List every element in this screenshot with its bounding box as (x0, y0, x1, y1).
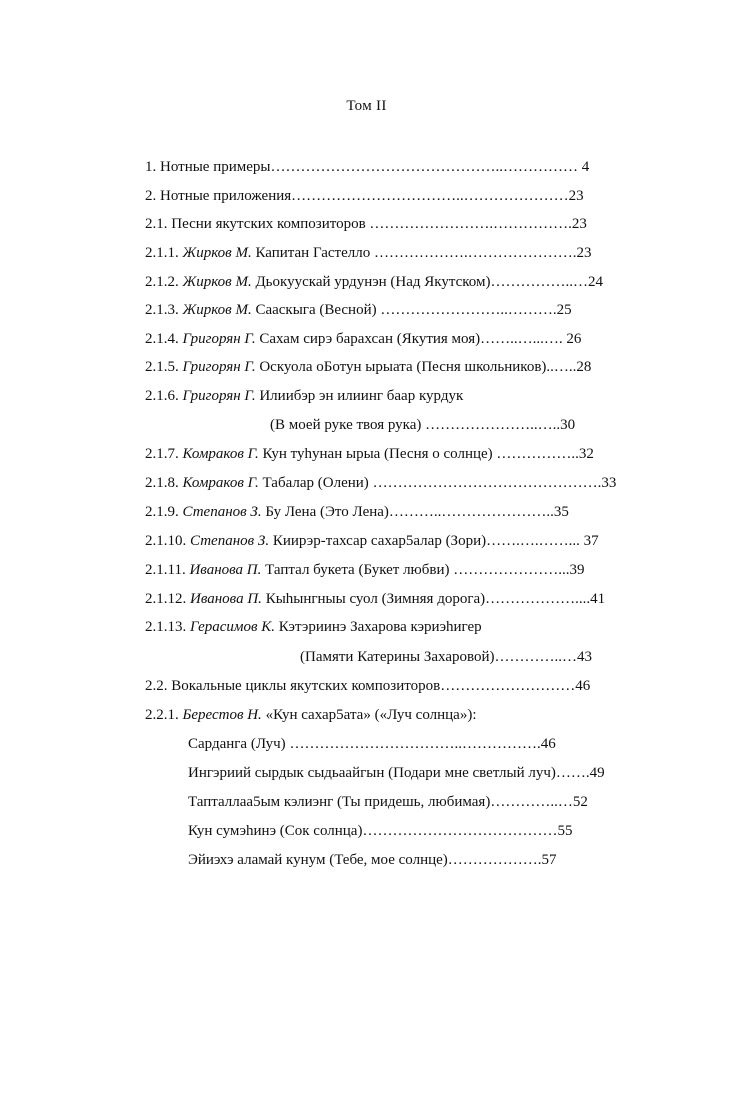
toc-entry (188, 764, 605, 782)
toc-entry-title: «Кун сахар5ата» («Луч солнца»): (265, 707, 477, 723)
toc-entry (145, 445, 594, 463)
toc-entry-title: Ингэриий сырдык сыдьаайгын (Подари мне светлый луч) (188, 765, 556, 781)
toc-entry-author: Иванова П. (190, 591, 266, 607)
toc-entry-leader: ………………………………… (362, 823, 558, 839)
toc-entry-leader: ……………..… (490, 274, 589, 290)
toc-entry-page: 41 (590, 591, 606, 607)
toc-entry (145, 187, 584, 205)
toc-entry-leader: ……………….... (485, 591, 591, 607)
toc-entry-page: 23 (576, 245, 592, 261)
toc-entry (145, 677, 590, 695)
toc-entry-number: 1. (145, 159, 160, 175)
toc-entry-title: Кэтэриинэ Захарова кэриэhигер (278, 619, 482, 635)
toc-entry-leader: ……………………………..…………… (285, 736, 537, 752)
toc-entry (145, 590, 605, 608)
toc-entry (270, 416, 575, 434)
toc-entry-title: Кун сумэhинэ (Сок солнца) (188, 823, 363, 839)
toc-entry-title: Нотные примеры (160, 159, 271, 175)
toc-entry (145, 387, 463, 405)
toc-entry-title: Таптал букета (Букет любви) (265, 562, 450, 578)
toc-entry-page: 52 (572, 794, 588, 810)
toc-entry-leader: ………………. (447, 852, 542, 868)
toc-entry (145, 244, 592, 262)
toc-entry-leader: ……………………..………. (376, 302, 557, 318)
toc-entry-page: 46 (575, 678, 591, 694)
toc-entry-author: Комраков Г. (182, 446, 263, 462)
toc-entry-number: 2.1.10. (145, 533, 190, 549)
toc-entry-number: 2.1. (145, 216, 172, 232)
toc-entry-author: Иванова П. (189, 562, 266, 578)
toc-entry-author: Жирков М. (182, 302, 256, 318)
toc-entry (188, 822, 572, 840)
toc-entry-title: Эйиэхэ аламай кунум (Тебе, мое солнце) (188, 852, 448, 868)
toc-entry-number: 2.1.6. (145, 388, 183, 404)
toc-entry-page: 28 (576, 359, 592, 375)
toc-entry-title: Вокальные циклы якутских композиторов (171, 678, 441, 694)
toc-entry-number: 2.1.5. (145, 359, 183, 375)
toc-entry (188, 793, 588, 811)
toc-entry-author: Степанов З. (182, 504, 266, 520)
toc-entry-author: Жирков М. (182, 274, 256, 290)
toc-entry-page: .46 (536, 736, 556, 752)
toc-entry-number: 2.1.9. (145, 504, 183, 520)
toc-entry (145, 215, 587, 233)
toc-entry-number: 2.1.11. (145, 562, 190, 578)
toc-entry-author: Григорян Г. (182, 331, 260, 347)
toc-entry-page: 23 (568, 188, 584, 204)
toc-entry-number: 2.2. (145, 678, 172, 694)
toc-entry (300, 648, 592, 666)
toc-entry (145, 706, 477, 724)
volume-title: Том II (346, 98, 387, 114)
toc-entry-title: Сарданга (Луч) (188, 736, 286, 752)
toc-entry-leader: ………………………………………..…………… (270, 159, 582, 175)
toc-entry-leader: …………………... (449, 562, 570, 578)
toc-entry-number: 2.1.7. (145, 446, 183, 462)
toc-entry-author: Степанов З. (190, 533, 273, 549)
toc-entry-author: Григорян Г. (182, 359, 260, 375)
toc-entry-title: Табалар (Олени) (262, 475, 369, 491)
toc-entry (145, 618, 482, 636)
toc-entry-title: Оскуола оБотун ырыата (Песня школьников) (259, 359, 547, 375)
toc-entry-leader: …………..… (490, 794, 573, 810)
toc-entry-leader: …………………….……………. (365, 216, 572, 232)
toc-entry-number: 2.1.13. (145, 619, 190, 635)
toc-entry-leader: …………………..….. (421, 417, 561, 433)
toc-entry-page: 30 (560, 417, 576, 433)
toc-entry-author: Григорян Г. (182, 388, 260, 404)
toc-entry-title: Дьокуускай урдунэн (Над Якутском) (255, 274, 491, 290)
toc-entry (145, 474, 616, 492)
toc-entry-page: 49 (589, 765, 605, 781)
toc-entry-leader: …………….. (492, 446, 579, 462)
toc-entry (145, 358, 591, 376)
toc-entry-page: 24 (588, 274, 604, 290)
toc-entry (145, 503, 569, 521)
toc-entry-leader: ……………………… (440, 678, 576, 694)
toc-entry-number: 2.1.1. (145, 245, 183, 261)
toc-entry-leader: ………..………………….. (388, 504, 554, 520)
toc-entry-title: Тапталлаа5ым кэлиэнг (Ты придешь, любимая) (188, 794, 491, 810)
toc-entry (145, 532, 599, 550)
toc-entry-leader: ……. (555, 765, 590, 781)
toc-entry-number: 2.1.12. (145, 591, 190, 607)
toc-entry-page: 57 (541, 852, 557, 868)
toc-entry-title: Сааскыга (Весной) (255, 302, 377, 318)
toc-entry (188, 851, 557, 869)
toc-entry-author: Комраков Г. (182, 475, 263, 491)
toc-entry-leader: ………………………………………. (368, 475, 602, 491)
toc-entry-title: Кыhынгныы суол (Зимняя дорога) (265, 591, 486, 607)
toc-entry (145, 273, 603, 291)
toc-entry-number: 2.1.3. (145, 302, 183, 318)
toc-entry-number: 2.2.1. (145, 707, 183, 723)
toc-entry-title: Илиибэр эн илиинг баар курдук (259, 388, 464, 404)
toc-entry-title: (Памяти Катерины Захаровой) (300, 649, 495, 665)
toc-entry-page: 25 (556, 302, 572, 318)
toc-entry-title: Бу Лена (Это Лена) (265, 504, 389, 520)
toc-entry-title: Кун туhунан ырыа (Песня о солнце) (262, 446, 493, 462)
toc-entry-number: 2. (145, 188, 160, 204)
toc-entry-page: 35 (553, 504, 569, 520)
toc-entry-page: 55 (557, 823, 573, 839)
toc-entry-leader: …….….……... (486, 533, 584, 549)
toc-entry-number: 2.1.4. (145, 331, 183, 347)
toc-entry-page: 43 (577, 649, 593, 665)
toc-entry-leader: ……..…...…. (480, 331, 567, 347)
toc-entry-title: (В моей руке твоя рука) (270, 417, 422, 433)
toc-entry-author: Жирков М. (182, 245, 256, 261)
toc-entry (145, 330, 581, 348)
toc-entry-page: 33 (601, 475, 617, 491)
toc-entry-title: Капитан Гастелло (255, 245, 371, 261)
toc-entry (145, 561, 585, 579)
toc-entry-title: Нотные приложения (160, 188, 292, 204)
toc-entry (145, 301, 572, 319)
toc-entry-number: 2.1.8. (145, 475, 183, 491)
toc-entry-title: Сахам сирэ барахсан (Якутия моя) (259, 331, 481, 347)
toc-entry-page: 23 (571, 216, 587, 232)
toc-entry-title: Песни якутских композиторов (171, 216, 366, 232)
toc-entry (188, 735, 556, 753)
toc-entry-title: Киирэр-тахсар сахар5алар (Зори) (272, 533, 487, 549)
toc-entry-author: Берестов Н. (182, 707, 266, 723)
toc-entry-leader: ……………….…………………. (370, 245, 577, 261)
toc-entry-number: 2.1.2. (145, 274, 183, 290)
toc-entry-author: Герасимов К. (190, 619, 279, 635)
toc-entry-page: 39 (569, 562, 585, 578)
toc-entry-page: 4 (581, 159, 590, 175)
toc-entry-page: 26 (566, 331, 582, 347)
toc-entry-page: 37 (583, 533, 599, 549)
toc-entry-page: 32 (578, 446, 594, 462)
toc-entry-leader: ……………………………..………………… (291, 188, 569, 204)
toc-entry (145, 158, 589, 176)
toc-entry-leader: …………..… (494, 649, 578, 665)
toc-entry-leader: ..….. (546, 359, 577, 375)
